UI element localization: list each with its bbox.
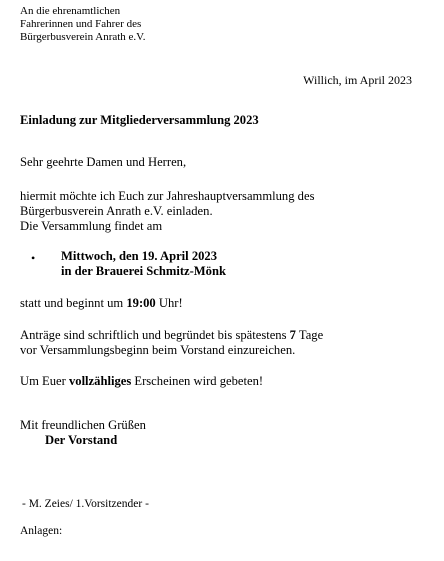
start-time: 19:00 xyxy=(126,296,156,310)
signatory: Der Vorstand xyxy=(45,433,118,447)
place-date: Willich, im April 2023 xyxy=(303,73,412,87)
motions-prefix: Anträge sind schriftlich und begründet bis spätestens xyxy=(20,328,290,342)
motions-line-1 xyxy=(20,328,323,343)
intro-line-2: Bürgerbusverein Anrath e.V. einladen. xyxy=(20,204,213,218)
start-suffix: Uhr! xyxy=(155,296,183,310)
event-date: Mittwoch, den 19. April 2023 xyxy=(61,249,218,263)
attendance-prefix: Um Euer xyxy=(20,374,69,388)
attendance-suffix: Erscheinen wird gebeten! xyxy=(131,374,264,388)
closing: Mit freundlichen Grüßen xyxy=(20,418,146,432)
start-prefix: statt und beginnt um xyxy=(20,296,127,310)
start-time-line xyxy=(20,296,183,311)
bullet-marker: • xyxy=(31,251,36,265)
attendance-line xyxy=(20,374,263,389)
motions-days: 7 xyxy=(289,328,296,342)
attachments-label: Anlagen: xyxy=(20,525,63,537)
recipient-line-1: An die ehrenamtlichen xyxy=(20,5,121,17)
attendance-emphasis: vollzähliges xyxy=(68,374,132,388)
recipient-line-3: Bürgerbusverein Anrath e.V. xyxy=(20,31,146,43)
subject-line: Einladung zur Mitgliederversammlung 2023 xyxy=(20,113,259,127)
intro-line-1: hiermit möchte ich Euch zur Jahreshauptversammlung des xyxy=(20,189,315,203)
event-location: in der Brauerei Schmitz-Mönk xyxy=(61,264,226,278)
salutation: Sehr geehrte Damen und Herren, xyxy=(20,155,187,169)
motions-line-2: vor Versammlungsbeginn beim Vorstand einzureichen. xyxy=(20,343,296,357)
recipient-line-2: Fahrerinnen und Fahrer des xyxy=(20,18,142,30)
intro-line-3: Die Versammlung findet am xyxy=(20,219,163,233)
signer-line: - M. Zeies/ 1.Vorsitzender - xyxy=(22,498,149,510)
motions-suffix: Tage xyxy=(295,328,324,342)
